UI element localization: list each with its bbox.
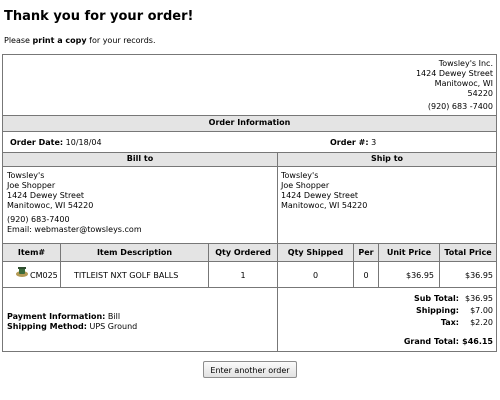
- column-header-qty-ordered: Qty Ordered: [215, 248, 271, 257]
- instruction-prefix: Please: [4, 36, 33, 45]
- shipping-method-label: Shipping Method:: [7, 322, 87, 331]
- divider: [3, 152, 496, 153]
- payment-info: [7, 312, 120, 322]
- order-date-label: Order Date:: [10, 138, 64, 147]
- order-date-value: 10/18/04: [65, 138, 102, 147]
- company-city-state: Manitowoc, WI: [434, 79, 493, 88]
- ship-to-line: Towsley's: [281, 171, 319, 180]
- per-value: 0: [363, 271, 369, 280]
- company-street: 1424 Dewey Street: [415, 69, 493, 78]
- shipping-value: $7.00: [470, 306, 493, 315]
- column-header-unit-price: Unit Price: [386, 248, 432, 257]
- unit-price: $36.95: [406, 271, 434, 280]
- bill-to-email: Email: webmaster@towsleys.com: [7, 225, 142, 234]
- divider: [3, 131, 496, 132]
- order-number: [330, 138, 376, 148]
- item-number: CM025: [30, 271, 58, 280]
- company-zip: 54220: [467, 89, 493, 98]
- grand-total-label: Grand Total:: [403, 337, 459, 346]
- bill-to-line: 1424 Dewey Street: [7, 191, 85, 200]
- ship-to-title: Ship to: [370, 154, 404, 163]
- column-header-item: Item#: [17, 248, 46, 257]
- enter-another-order-button[interactable]: Enter another order: [203, 361, 297, 378]
- bill-to-line: Towsley's: [7, 171, 45, 180]
- shipping-method-value: UPS Ground: [89, 322, 138, 331]
- payment-info-label: Payment Information:: [7, 312, 106, 321]
- subtotal-value: $36.95: [465, 294, 493, 303]
- order-number-value: 3: [371, 138, 377, 147]
- bill-to-line: Manitowoc, WI 54220: [7, 201, 94, 210]
- page-title: Thank you for your order!: [4, 9, 194, 24]
- company-name: Towsley's Inc.: [438, 59, 493, 68]
- instruction-suffix: for your records.: [86, 36, 156, 45]
- company-phone: (920) 683 -7400: [427, 102, 493, 111]
- ship-to-line: 1424 Dewey Street: [281, 191, 359, 200]
- shipping-label: Shipping:: [415, 306, 459, 315]
- divider: [277, 243, 278, 352]
- golf-product-icon: [15, 264, 29, 278]
- ship-to-line: Manitowoc, WI 54220: [281, 201, 368, 210]
- tax-value: $2.20: [470, 318, 493, 327]
- divider: [277, 152, 278, 243]
- qty-ordered: 1: [240, 271, 246, 280]
- divider: [3, 115, 496, 116]
- subtotal-label: Sub Total:: [413, 294, 459, 303]
- column-header-qty-shipped: Qty Shipped: [287, 248, 344, 257]
- item-description: TITLEIST NXT GOLF BALLS: [74, 271, 179, 280]
- order-number-label: Order #:: [330, 138, 369, 147]
- column-header-total-price: Total Price: [444, 248, 492, 257]
- order-date: [10, 138, 102, 148]
- print-instruction: [4, 36, 156, 45]
- bill-to-phone: (920) 683-7400: [7, 215, 70, 224]
- grand-total-value: $46.15: [462, 337, 493, 346]
- order-info-title: Order Information: [208, 118, 291, 127]
- column-header-per: Per: [358, 248, 374, 257]
- divider: [3, 261, 496, 262]
- divider: [3, 166, 496, 167]
- divider: [3, 287, 496, 288]
- divider: [3, 243, 496, 244]
- order-summary-table: [2, 54, 497, 352]
- total-price: $36.95: [465, 271, 493, 280]
- tax-label: Tax:: [440, 318, 459, 327]
- ship-to-line: Joe Shopper: [281, 181, 330, 190]
- shipping-method: [7, 322, 137, 332]
- payment-info-value: Bill: [107, 312, 121, 321]
- column-header-description: Item Description: [96, 248, 173, 257]
- instruction-bold: print a copy: [32, 36, 87, 45]
- bill-to-title: Bill to: [126, 154, 154, 163]
- bill-to-line: Joe Shopper: [7, 181, 56, 190]
- qty-shipped: 0: [312, 271, 319, 280]
